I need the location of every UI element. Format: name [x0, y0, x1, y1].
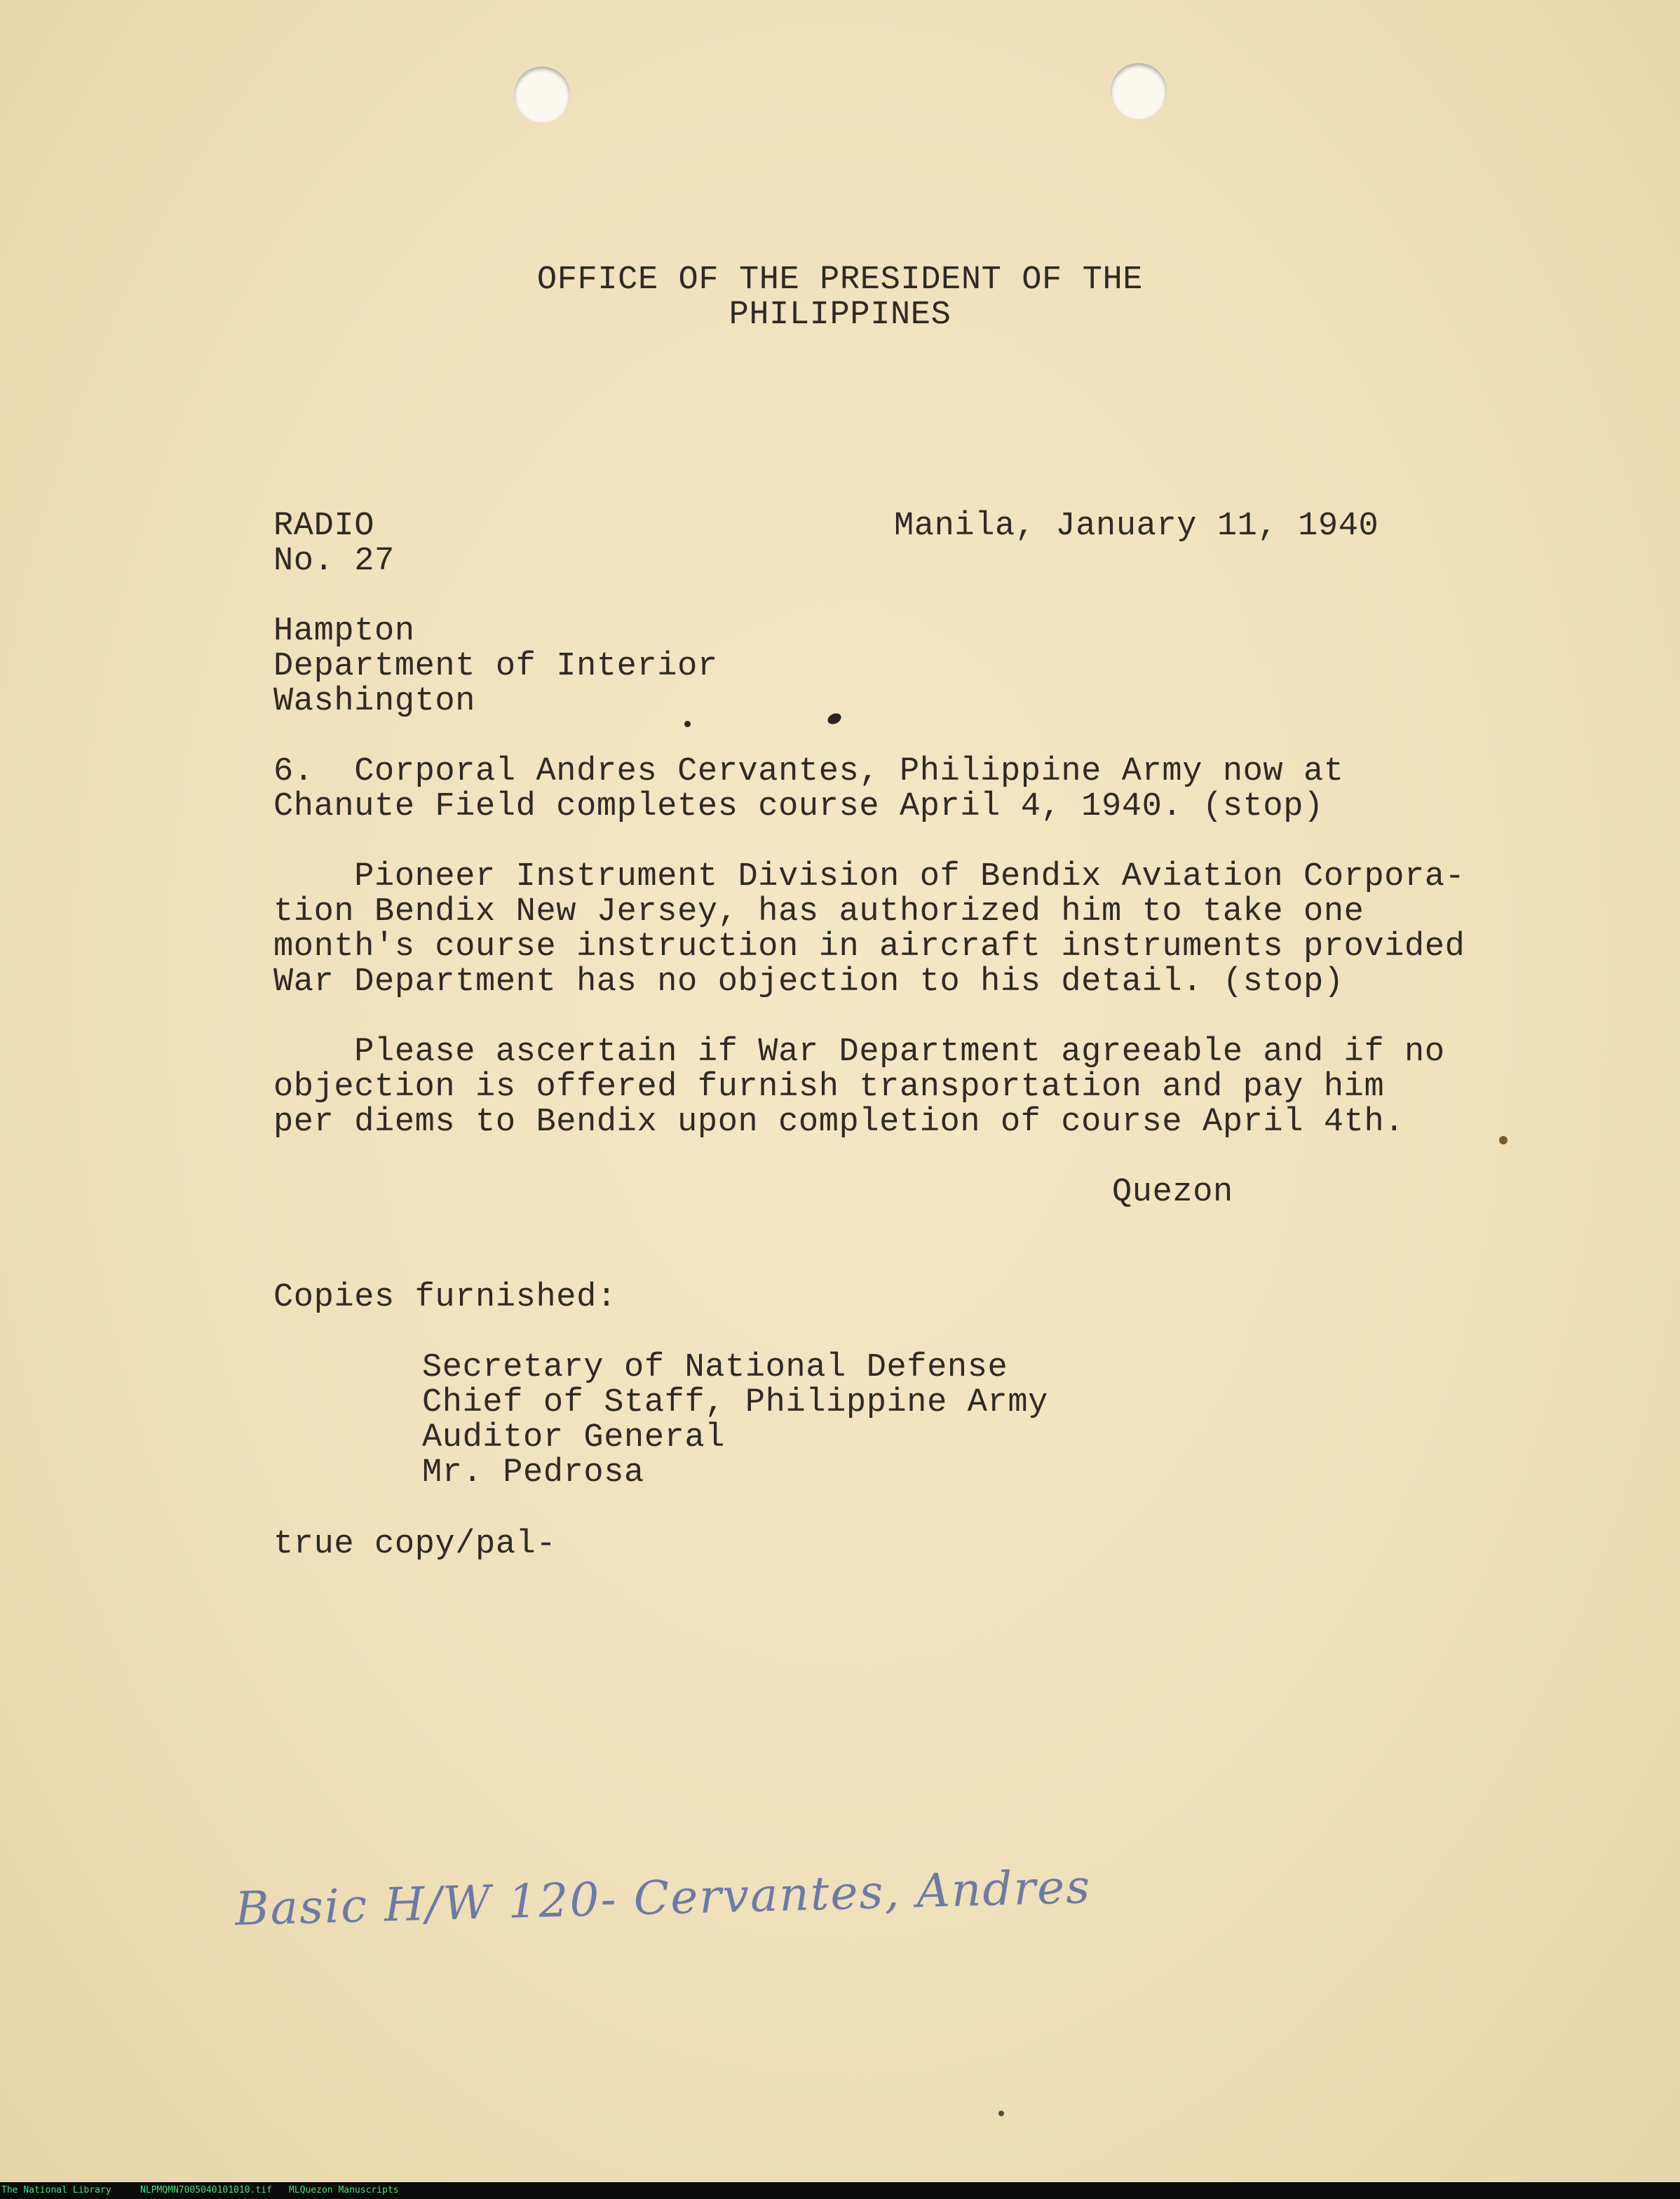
handwritten-note: Basic H/W 120- Cervantes, Andres [234, 1860, 1092, 1936]
copy-recipient: Secretary of National Defense [422, 1349, 1008, 1386]
body-p3-line-2: objection is offered furnish transportation and pay him [273, 1069, 1385, 1106]
footer-library: The National Library [1, 2185, 111, 2195]
body-p2-line-3: month's course instruction in aircraft instruments provided [273, 928, 1465, 966]
place-date: Manila, January 11, 1940 [894, 508, 1379, 545]
copies-label: Copies furnished: [273, 1279, 617, 1316]
footer-file: NLPMQMN7005040101010.tif [140, 2185, 272, 2195]
body-p1-line-1: 6. Corporal Andres Cervantes, Philippine Army now at [273, 753, 1344, 790]
body-p2-line-2: tion Bendix New Jersey, has authorized him to take one [273, 893, 1364, 931]
stain-spot [998, 2111, 1004, 2116]
message-number: No. 27 [273, 543, 395, 580]
copy-note: true copy/pal- [273, 1526, 557, 1563]
addressee-city: Washington [273, 683, 476, 720]
body-p2-line-4: War Department has no objection to his detail. (stop) [273, 963, 1344, 1001]
addressee-department: Department of Interior [273, 648, 718, 685]
punch-hole-left [514, 67, 570, 123]
letterhead-line-2: PHILIPPINES [729, 297, 951, 334]
scan-footer [0, 2182, 1680, 2199]
addressee-name: Hampton [273, 613, 415, 650]
ink-spot [826, 711, 843, 726]
copy-recipient: Auditor General [422, 1419, 726, 1456]
body-p3-line-3: per diems to Bendix upon completion of course April 4th. [273, 1104, 1405, 1141]
letterhead-line-1: OFFICE OF THE PRESIDENT OF THE [536, 262, 1144, 299]
copy-recipient: Chief of Staff, Philippine Army [422, 1384, 1048, 1421]
stain-spot [1499, 1136, 1508, 1144]
body-p1-line-2: Chanute Field completes course April 4, 1940. (stop) [273, 788, 1324, 825]
ink-spot [684, 721, 691, 727]
copy-recipient: Mr. Pedrosa [422, 1454, 644, 1491]
punch-hole-right [1111, 63, 1167, 119]
message-type: RADIO [273, 508, 375, 545]
body-p2-line-1: Pioneer Instrument Division of Bendix Aviation Corpora- [273, 858, 1465, 895]
signature: Quezon [1112, 1174, 1233, 1211]
body-p3-line-1: Please ascertain if War Department agreeable and if no [273, 1034, 1445, 1071]
footer-collection: MLQuezon Manuscripts [289, 2185, 399, 2195]
